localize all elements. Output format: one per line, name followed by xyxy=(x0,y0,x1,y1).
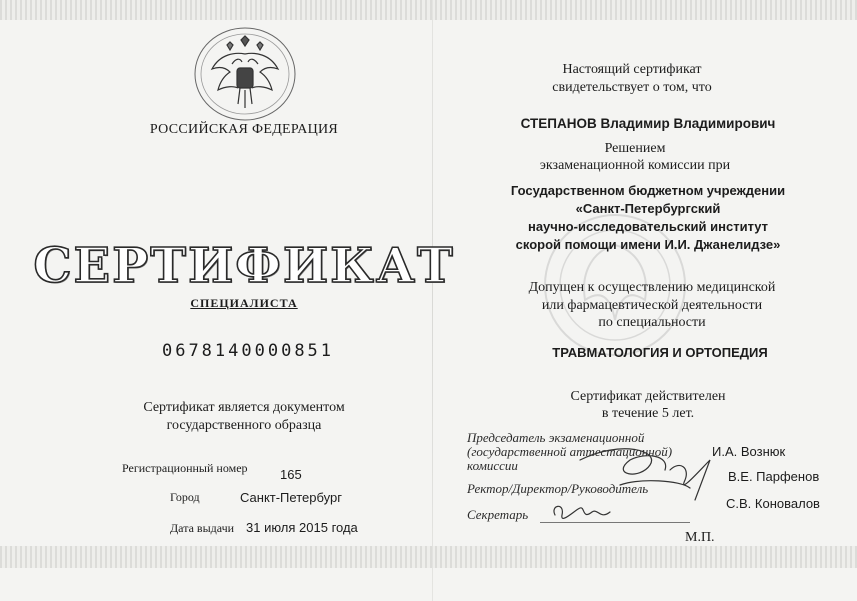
certificate-number: 0678140000851 xyxy=(161,341,335,361)
chairman-title-line2: (государственной аттестационной) xyxy=(467,444,673,459)
registration-number-label: Регистрационный номер xyxy=(122,461,248,475)
coat-of-arms-emblem-icon xyxy=(190,24,300,124)
certificate-subtitle: СПЕЦИАЛИСТА xyxy=(190,296,298,310)
admission-line2: или фармацевтической деятельности xyxy=(541,298,763,313)
holder-name: СТЕПАНОВ Владимир Владимирович xyxy=(520,116,776,131)
decision-line1: Решением xyxy=(604,141,666,156)
secretary-name: С.В. Коновалов xyxy=(726,496,820,511)
intro-line2: свидетельствует о том, что xyxy=(552,80,712,95)
certificate-title: СЕРТИФИКАТ xyxy=(33,238,455,294)
decorative-border-bottom xyxy=(0,546,857,568)
issue-date-value: 31 июля 2015 года xyxy=(246,520,358,535)
page-fold xyxy=(432,0,433,601)
secretary-title: Секретарь xyxy=(467,507,529,522)
country-name: РОССИЙСКАЯ ФЕДЕРАЦИЯ xyxy=(149,122,339,137)
organization-line3: научно-исследовательский институт xyxy=(527,219,769,234)
validity-line2: в течение 5 лет. xyxy=(601,406,695,421)
organization-line2: «Санкт-Петербургский xyxy=(575,201,721,216)
decision-line2: экзаменационной комиссии при xyxy=(539,158,731,173)
specialty-value: ТРАВМАТОЛОГИЯ И ОРТОПЕДИЯ xyxy=(552,345,768,360)
admission-line3: по специальности xyxy=(598,315,706,330)
chairman-title-line1: Председатель экзаменационной xyxy=(467,430,645,445)
city-label: Город xyxy=(170,490,200,504)
decorative-border-top xyxy=(0,0,857,20)
organization-line1: Государственном бюджетном учреждении xyxy=(510,183,786,198)
issue-date-label: Дата выдачи xyxy=(170,521,235,535)
validity-line1: Сертификат действителен xyxy=(570,389,726,404)
seal-place: М.П. xyxy=(685,530,715,545)
registration-number-value: 165 xyxy=(280,467,302,482)
chairman-title-line3: комиссии xyxy=(467,458,518,473)
intro-line1: Настоящий сертификат xyxy=(562,62,702,77)
handwritten-signatures xyxy=(540,440,760,540)
city-value: Санкт-Петербург xyxy=(240,490,342,505)
admission-line1: Допущен к осуществлению медицинской xyxy=(528,280,776,295)
document-status-line2: государственного образца xyxy=(166,418,322,433)
chairman-name: И.А. Вознюк xyxy=(712,444,786,459)
organization-line4: скорой помощи имени И.И. Джанелидзе» xyxy=(515,237,781,252)
rector-title: Ректор/Директор/Руководитель xyxy=(467,481,649,496)
rector-name: В.Е. Парфенов xyxy=(728,469,820,484)
document-status-line1: Сертификат является документом xyxy=(143,400,345,415)
